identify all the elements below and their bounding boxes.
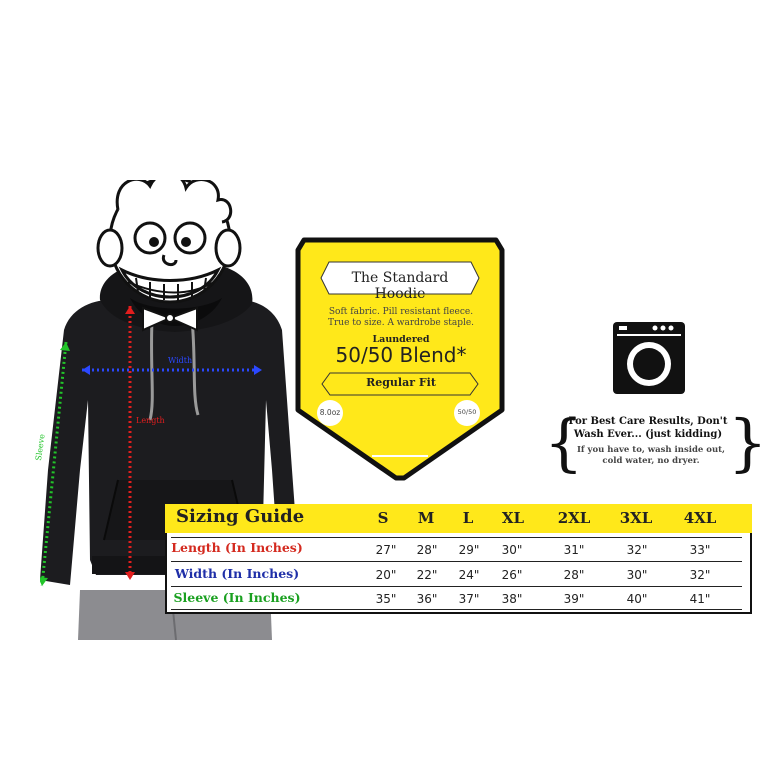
- table-cell: 41": [689, 592, 711, 606]
- table-cell: 32": [626, 543, 648, 557]
- sizing-guide-title: Sizing Guide: [176, 506, 305, 527]
- table-row-divider: [171, 561, 742, 562]
- table-cell: 22": [416, 568, 438, 582]
- width-measure-label: Width: [168, 356, 193, 365]
- table-cell: 38": [501, 592, 523, 606]
- fabric-blend: 50/50 Blend*: [335, 343, 467, 367]
- table-cell: 33": [689, 543, 711, 557]
- size-header-l: L: [462, 509, 474, 527]
- product-title: The Standard Hoodie: [351, 270, 449, 302]
- fabric-weight: 8.0oz: [319, 408, 341, 417]
- table-row-divider: [171, 609, 742, 610]
- blend-ratio: 50/50: [457, 408, 477, 416]
- table-row-divider: [171, 586, 742, 587]
- row-label-sleeve: Sleeve (In Inches): [173, 590, 301, 605]
- table-cell: 28": [416, 543, 438, 557]
- laundered-label: Laundered: [372, 334, 430, 345]
- table-cell: 35": [375, 592, 397, 606]
- table-cell: 26": [501, 568, 523, 582]
- size-header-s: S: [377, 509, 389, 527]
- table-cell: 30": [501, 543, 523, 557]
- length-measure-label: Length: [136, 416, 165, 425]
- left-brace: {: [544, 406, 584, 479]
- size-header-3xl: 3XL: [619, 509, 653, 527]
- table-cell: 24": [458, 568, 480, 582]
- fit-label: Regular Fit: [366, 376, 436, 389]
- table-cell: 28": [563, 568, 585, 582]
- table-cell: 40": [626, 592, 648, 606]
- table-cell: 29": [458, 543, 480, 557]
- right-brace: }: [728, 406, 768, 479]
- size-header-m: M: [417, 509, 435, 527]
- table-row-divider: [171, 537, 742, 538]
- table-cell: 37": [458, 592, 480, 606]
- care-heading: For Best Care Results, Don't Wash Ever... (just kidding): [568, 416, 728, 440]
- table-cell: 27": [375, 543, 397, 557]
- size-header-xl: XL: [501, 509, 525, 527]
- table-cell: 32": [689, 568, 711, 582]
- table-cell: 20": [375, 568, 397, 582]
- row-label-length: Length (In Inches): [171, 540, 303, 555]
- care-note: If you have to, wash inside out, cold water, no dryer.: [576, 445, 726, 466]
- sleeve-measure-label: Sleeve: [34, 433, 47, 462]
- product-description: Soft fabric. Pill resistant fleece. True to size. A wardrobe staple.: [327, 307, 475, 328]
- washing-machine-icon: [611, 320, 687, 396]
- table-cell: 39": [563, 592, 585, 606]
- table-cell: 31": [563, 543, 585, 557]
- row-label-width: Width (In Inches): [174, 566, 300, 581]
- table-cell: 36": [416, 592, 438, 606]
- size-header-4xl: 4XL: [683, 509, 717, 527]
- table-cell: 30": [626, 568, 648, 582]
- size-header-2xl: 2XL: [557, 509, 591, 527]
